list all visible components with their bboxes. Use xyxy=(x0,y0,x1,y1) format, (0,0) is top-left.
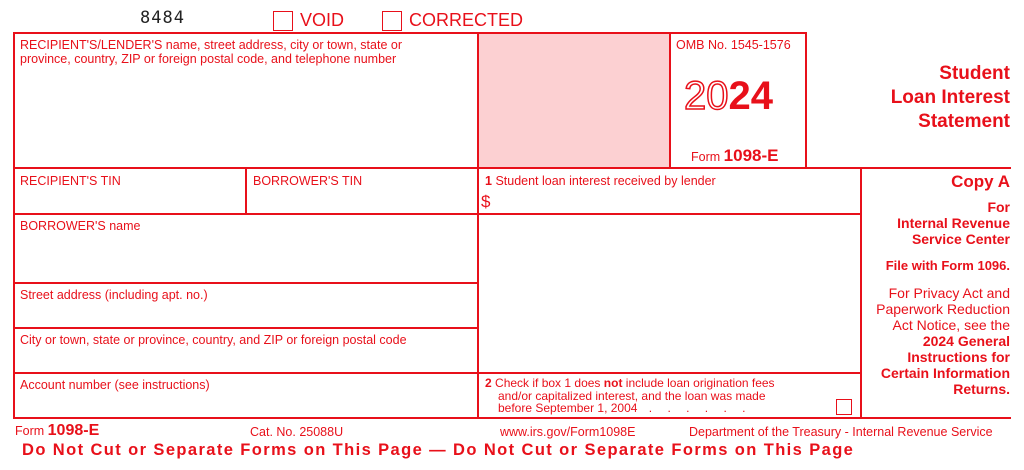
leader-dots: . . . . . . xyxy=(648,401,752,415)
street-address-label: Street address (including apt. no.) xyxy=(20,288,208,302)
copy-a-center: Internal Revenue xyxy=(897,215,1010,231)
box2-text: before September 1, 2004 xyxy=(498,401,638,415)
borrower-tin-label: BORROWER'S TIN xyxy=(253,174,363,188)
city-label: City or town, state or province, country, and ZIP or foreign postal code xyxy=(20,333,407,347)
file-with-label: File with Form 1096. xyxy=(885,258,1010,273)
dollar-sign: $ xyxy=(481,192,491,211)
footer-form-prefix: Form xyxy=(15,424,45,438)
omb-number: OMB No. 1545-1576 xyxy=(676,38,791,52)
grid-line xyxy=(805,32,807,168)
corrected-label: CORRECTED xyxy=(409,10,524,30)
form-name-block xyxy=(691,146,778,166)
box1-label xyxy=(485,174,716,188)
grid-line xyxy=(13,282,478,284)
box1-number: 1 xyxy=(485,174,492,188)
box2-checkbox[interactable] xyxy=(836,399,852,415)
shaded-box xyxy=(478,33,669,168)
form-title-line: Student xyxy=(939,63,1010,84)
grid-line xyxy=(13,213,861,215)
irs-url[interactable]: www.irs.gov/Form1098E xyxy=(500,425,636,439)
grid-line xyxy=(669,32,671,168)
grid-line xyxy=(13,32,806,34)
grid-line xyxy=(13,32,15,418)
privacy-notice: For Privacy Act and xyxy=(888,285,1010,301)
box2-not: not xyxy=(603,376,623,390)
void-checkbox[interactable] xyxy=(273,11,293,31)
box2-line: and/or capitalized interest, and the loan was made xyxy=(498,388,766,403)
privacy-notice: Paperwork Reduction xyxy=(876,301,1010,317)
account-number-label: Account number (see instructions) xyxy=(20,378,210,392)
catalog-number: Cat. No. 25088U xyxy=(250,425,344,439)
grid-line xyxy=(13,327,478,329)
grid-line xyxy=(13,372,861,374)
box2-line xyxy=(485,377,825,390)
recipient-name-label xyxy=(20,38,470,66)
form-title xyxy=(820,62,1010,134)
box2-label xyxy=(485,377,825,415)
recipient-name-label-line: province, country, ZIP or foreign postal code, and telephone number xyxy=(20,52,397,66)
box2-line xyxy=(485,402,825,415)
form-title-line: Loan Interest xyxy=(890,87,1010,108)
recipient-tin-label: RECIPIENT'S TIN xyxy=(20,174,121,188)
recipient-name-label-line: RECIPIENT'S/LENDER'S name, street address, city or town, state or xyxy=(20,38,402,52)
tax-year-prefix: 20 xyxy=(684,74,729,118)
tax-year xyxy=(684,74,773,118)
borrower-name-label: BORROWER'S name xyxy=(20,219,141,233)
grid-line xyxy=(477,32,479,418)
grid-line xyxy=(245,167,247,214)
footer-form-name xyxy=(15,422,99,440)
instructions-ref: 2024 General xyxy=(922,333,1010,349)
privacy-notice: Act Notice, see the xyxy=(892,317,1010,333)
instructions-ref: Instructions for xyxy=(907,349,1010,365)
corrected-checkbox[interactable] xyxy=(382,11,402,31)
void-label: VOID xyxy=(300,10,345,30)
footer-form-number: 1098-E xyxy=(47,422,100,439)
copy-a-title: Copy A xyxy=(951,172,1010,191)
do-not-cut-warning: Do Not Cut or Separate Forms on This Page — Do Not Cut or Separate Forms on This Page xyxy=(22,441,855,459)
form-code: 8484 xyxy=(140,8,185,28)
copy-a-center: Service Center xyxy=(911,231,1010,247)
instructions-ref: Certain Information xyxy=(880,365,1010,381)
box2-text: include loan origination fees xyxy=(625,376,775,390)
instructions-ref: Returns. xyxy=(953,381,1010,397)
box1-text: Student loan interest received by lender xyxy=(495,174,716,188)
form-title-line: Statement xyxy=(918,111,1010,132)
form-name-prefix: Form xyxy=(691,150,721,164)
copy-a-panel xyxy=(862,172,1010,397)
copy-a-for: For xyxy=(987,199,1010,215)
tax-year-suffix: 24 xyxy=(728,74,773,118)
grid-line xyxy=(13,417,1011,419)
department-label: Department of the Treasury - Internal Revenue Service xyxy=(689,425,993,439)
box2-number: 2 xyxy=(485,376,492,390)
box2-text: Check if box 1 does xyxy=(495,376,601,390)
form-name: 1098-E xyxy=(723,146,779,165)
